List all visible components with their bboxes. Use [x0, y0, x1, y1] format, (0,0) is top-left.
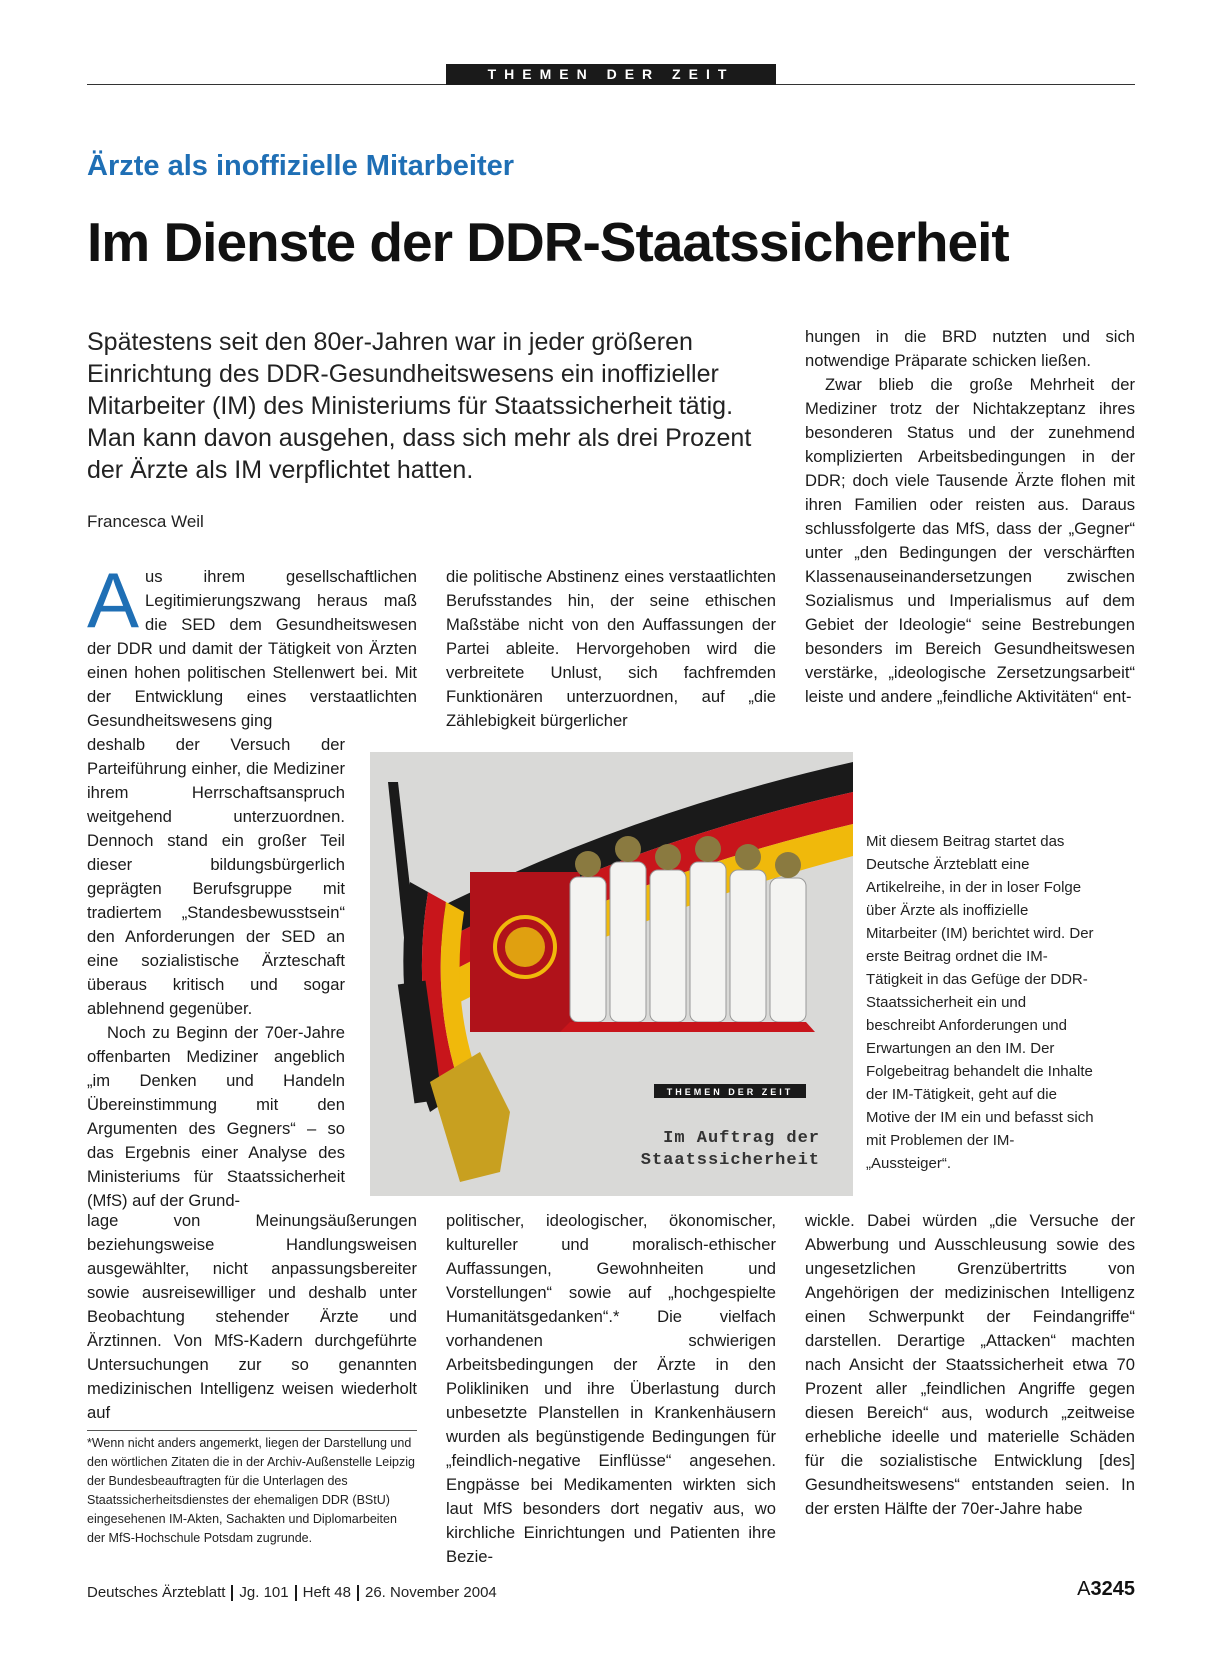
- column-2-bottom-text: politischer, ideologischer, ökonomischer, kultureller und moralisch-ethischer Auffassungen, Gewohnheiten und Vorstellungen“ sowie auf „hochgespielte Humanitätsgedanken“.* Die vielfach vorhandenen schwierigen Arbeitsbedingungen der Ärzte in den Polikliniken und ihre Überlastung durch unbesetzte Planstellen in Krankenhäusern wurden als begünstigende Bedingungen für „feindlich-negative Einflüsse“ angesehen. Engpässe bei Medikamenten wirkten sich laut MfS besonders dort negativ aus, wo kirchliche Einrichtungen und Patienten ihre Bezie-: [446, 1211, 776, 1566]
- footer-separator: [231, 1585, 233, 1601]
- red-banner: [470, 872, 580, 1032]
- footer-issue: Heft 48: [302, 1584, 351, 1601]
- column-3-top: [805, 325, 1135, 709]
- column-3-top-text-2: Zwar blieb die große Mehrheit der Mediziner trotz der Nichtakzeptanz ihres besonderen Status und der zunehmend komplizierten Arbeitsbedingungen in der DDR; doch viele Tausende Ärzte flohen mit ihren Familien oder reisten aus. Daraus schlussfolgerte das MfS, dass der „Gegner“ unter „den Bedingungen der verschärften Klassenauseinandersetzungen zwischen Sozialismus und Imperialismus auf dem Gebiet der Ideologie“ seine Bestrebungen besonders im Bereich Gesundheitswesen verstärke, „ideologische Zersetzungsarbeit“ leiste und andere „feindliche Aktivitäten“ ent-: [805, 375, 1135, 706]
- column-1-narrow-text: deshalb der Versuch der Parteiführung einher, die Mediziner ihrem Herrschaftsanspruch weitgehend unterzuordnen. Dennoch stand ein großer Teil dieser bildungsbürgerlich geprägten Berufsgruppe mit tradiertem „Standesbewusstsein“ den Anforderungen der SED an eine sozialistische Ärzteschaft überaus kritisch und sogar ablehnend gegenüber.: [87, 735, 345, 1018]
- drop-cap: A: [87, 556, 140, 644]
- footer-volume: Jg. 101: [239, 1584, 289, 1601]
- column-1-narrow: [87, 733, 345, 1213]
- footer-journal: Deutsches Ärzteblatt: [87, 1584, 226, 1601]
- footer-date: 26. November 2004: [365, 1584, 497, 1601]
- illustration-line-2: Staatssicherheit: [640, 1151, 820, 1170]
- column-2-top: [446, 565, 776, 733]
- article-kicker: Ärzte als inoffizielle Mitarbeiter: [87, 150, 515, 182]
- column-1-top-text: us ihrem gesellschaftlichen Legitimierungszwang heraus maß die SED dem Gesundheitswesen der DDR und damit der Tätigkeit von Ärzten einen hohen politischen Stellenwert bei. Mit der Entwicklung eines verstaatlichten Gesundheitswesens ging: [87, 567, 417, 730]
- section-label: THEMEN DER ZEIT: [446, 64, 776, 85]
- page-footer: [87, 1584, 497, 1601]
- illustration-band-label: THEMEN DER ZEIT: [666, 1087, 794, 1097]
- footer-separator: [357, 1585, 359, 1601]
- image-caption: Mit diesem Beitrag startet das Deutsche Ärzteblatt eine Artikelreihe, in der in loser Folge über Ärzte als inoffizielle Mitarbeiter (IM) berichtet wird. Der erste Beitrag ordnet die IM-Tätigkeit in das Gefüge der DDR-Staatssicherheit ein und beschreibt Anforderungen und Erwartungen an den IM. Der Folgebeitrag behandelt die Inhalte der IM-Tätigkeit, geht auf die Motive der IM ein und befasst sich mit Problemen der IM-„Aussteiger“.: [866, 833, 1094, 1172]
- illustration: [370, 752, 853, 1196]
- article-author: Francesca Weil: [87, 512, 204, 531]
- footnote-rule: [87, 1430, 417, 1431]
- footnote: *Wenn nicht anders angemerkt, liegen der Darstellung und den wörtlichen Zitaten die in der Archiv-Außenstelle Leipzig der Bundesbeauftragten für die Unterlagen des Staatssicherheitsdienstes der ehemaligen DDR (BStU) eingesehenen IM-Akten, Sachakten und Diplomarbeiten der MfS-Hochschule Potsdam zugrunde.: [87, 1436, 415, 1545]
- page-number: [1077, 1578, 1135, 1601]
- column-2-top-text: die politische Abstinenz eines verstaatlichten Berufsstandes hin, der seine ethischen Maßstäbe nicht von den Auffassungen der Partei ableite. Hervorgehoben wird die verbreitete Unlust, sich fachfremden Funktionären unterzuordnen, auf „die Zählebigkeit bürgerlicher: [446, 567, 776, 730]
- column-1-bottom-text: lage von Meinungsäußerungen beziehungsweise Handlungsweisen ausgewählter, nicht anpassungsbereiter sowie ausreisewilliger und deshalb unter Beobachtung stehender Ärzte und Ärztinnen. Von MfS-Kadern durchgeführte Untersuchungen zur so genannten medizinischen Intelligenz weisen wiederholt auf: [87, 1211, 417, 1422]
- column-3-top-text: hungen in die BRD nutzten und sich notwendige Präparate schicken ließen.: [805, 327, 1135, 370]
- column-1-bottom: [87, 1209, 417, 1425]
- article-lead: Spätestens seit den 80er-Jahren war in jeder größeren Einrichtung des DDR-Gesundheitswesens ein inoffizieller Mitarbeiter (IM) des Ministeriums für Staatssicherheit tätig. Man kann davon ausgehen, dass sich mehr als drei Prozent der Ärzte als IM verpflichtet hatten.: [87, 328, 752, 484]
- column-3-bottom-text: wickle. Dabei würden „die Versuche der Abwerbung und Ausschleusung sowie des ungesetzlichen Grenzübertritts von Angehörigen der medizinischen Intelligenz einen Schwerpunkt der Feindangriffe“ darstellen. Derartige „Attacken“ machten nach Ansicht der Staatssicherheit etwa 70 Prozent aller „feindlichen Angriffe gegen diesen Bereich“ aus, wodurch „zeitweise erhebliche ideelle und materielle Schäden für die sozialistische Entwicklung [des] Gesundheitswesens“ entstanden seien. In der ersten Hälfte der 70er-Jahre habe: [805, 1211, 1135, 1518]
- column-1-narrow-text-2: Noch zu Beginn der 70er-Jahre offenbarten Mediziner angeblich „im Denken und Handeln Übereinstimmung mit den Argumenten des Gegners“ – so das Ergebnis einer Analyse des Ministeriums für Staatssicherheit (MfS) auf der Grund-: [87, 1023, 345, 1210]
- footer-separator: [295, 1585, 297, 1601]
- column-1-top: [87, 556, 417, 733]
- page-number-value: 3245: [1090, 1578, 1135, 1600]
- illustration-line-1: Im Auftrag der: [663, 1129, 820, 1148]
- column-3-bottom: [805, 1209, 1135, 1521]
- page-prefix: A: [1077, 1578, 1091, 1600]
- article-title: Im Dienste der DDR-Staatssicherheit: [87, 211, 1009, 273]
- column-2-bottom: [446, 1209, 776, 1569]
